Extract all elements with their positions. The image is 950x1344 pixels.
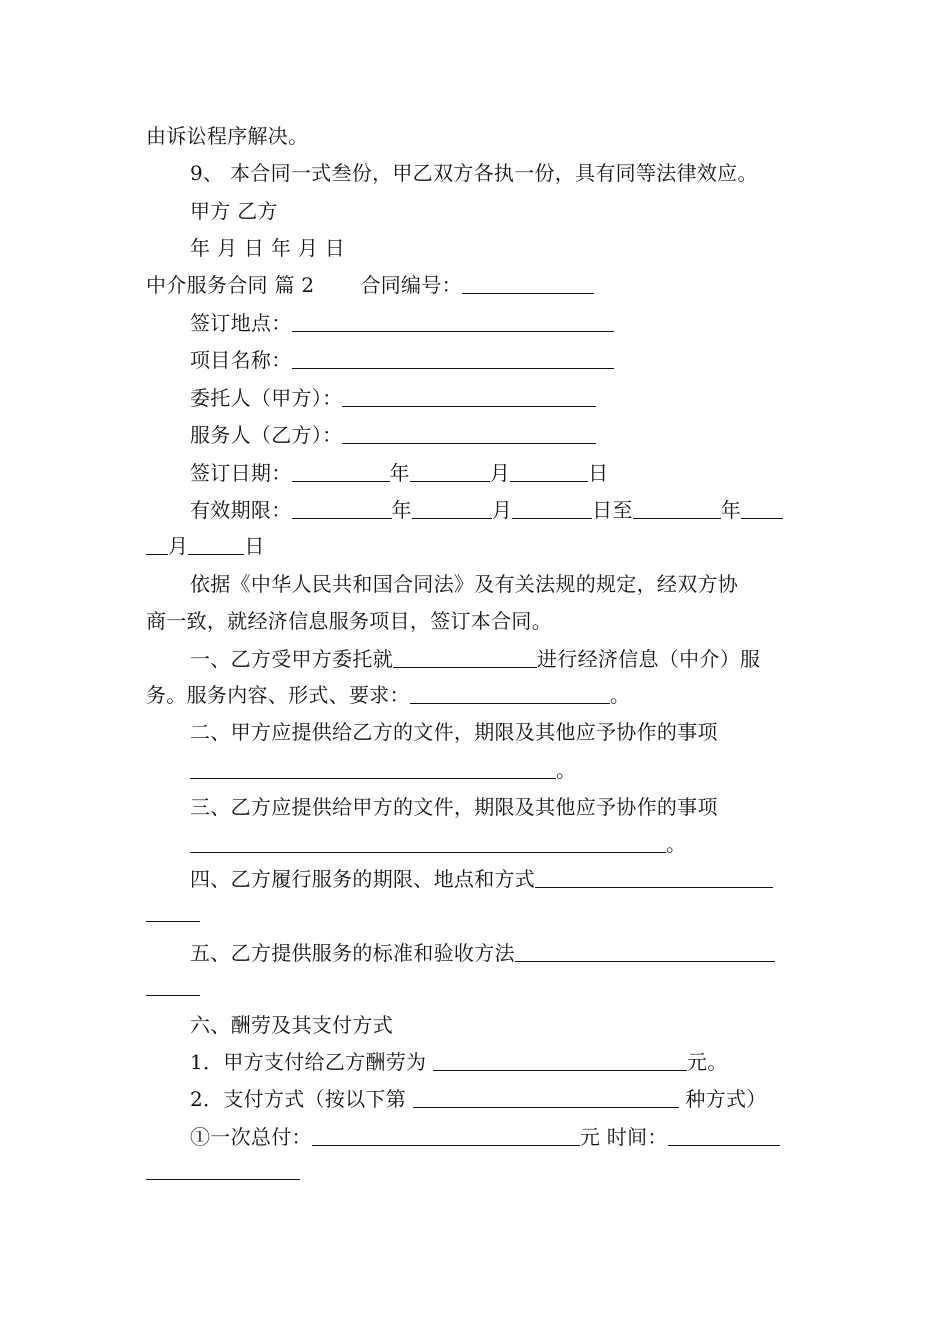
clause-1-line-1: 一、乙方受甲方委托就 进行经济信息（中介）服 (190, 647, 761, 671)
clause-6-lump-sum-cont (146, 1158, 816, 1184)
contract-title: 中介服务合同 篇 2 (146, 273, 315, 297)
server-blank (342, 423, 596, 444)
validity-line: 有效期限： 年 月 日至 年 (190, 497, 860, 523)
client-blank (342, 386, 596, 407)
clause-2-line-2: 。 (190, 757, 860, 783)
clause-5-line-2 (146, 974, 816, 1000)
text-line: 由诉讼程序解决。 (146, 124, 309, 148)
clause-6-heading: 六、酬劳及其支付方式 (190, 1013, 393, 1037)
clause-5-line-1: 五、乙方提供服务的标准和验收方法 (190, 940, 860, 966)
server-line: 服务人（乙方）： (190, 422, 860, 448)
signature-parties: 甲方 乙方 (190, 199, 278, 223)
clause-4-line-2 (146, 900, 816, 926)
validity-line-cont: 月 日 (146, 533, 816, 559)
sign-place-line: 签订地点： (190, 310, 860, 336)
contract-number-label: 合同编号： (360, 273, 462, 297)
signature-dates: 年 月 日 年 月 日 (190, 236, 346, 260)
project-name-line: 项目名称： (190, 347, 860, 373)
clause-2-line-1: 二、甲方应提供给乙方的文件，期限及其他应予协作的事项 (190, 720, 718, 744)
clause-1-line-2: 务。服务内容、形式、要求： 。 (146, 683, 631, 707)
clause-4-line-1: 四、乙方履行服务的期限、地点和方式 (190, 866, 860, 892)
sign-place-blank (292, 311, 614, 332)
clause-3-line-1: 三、乙方应提供给甲方的文件，期限及其他应予协作的事项 (190, 795, 718, 819)
clause-3-line-2: 。 (190, 831, 860, 857)
preamble-line-2: 商一致，就经济信息服务项目，签订本合同。 (146, 609, 552, 633)
clause-6-item-2: 2．支付方式（按以下第 种方式） (190, 1087, 767, 1111)
project-name-blank (292, 348, 614, 369)
clause-6-lump-sum: ①一次总付： 元 时间： (190, 1124, 860, 1150)
clause-9: 9、 本合同一式叁份，甲乙双方各执一份，具有同等法律效应。 (190, 161, 758, 185)
preamble-line-1: 依据《中华人民共和国合同法》及有关法规的规定，经双方协 (190, 572, 739, 596)
client-line: 委托人（甲方）： (190, 385, 860, 411)
contract-number-blank (462, 273, 594, 294)
sign-date-line: 签订日期： 年 月 日 (190, 461, 609, 485)
clause-6-item-1: 1．甲方支付给乙方酬劳为 元。 (190, 1050, 728, 1074)
contract-title-line (146, 272, 816, 298)
